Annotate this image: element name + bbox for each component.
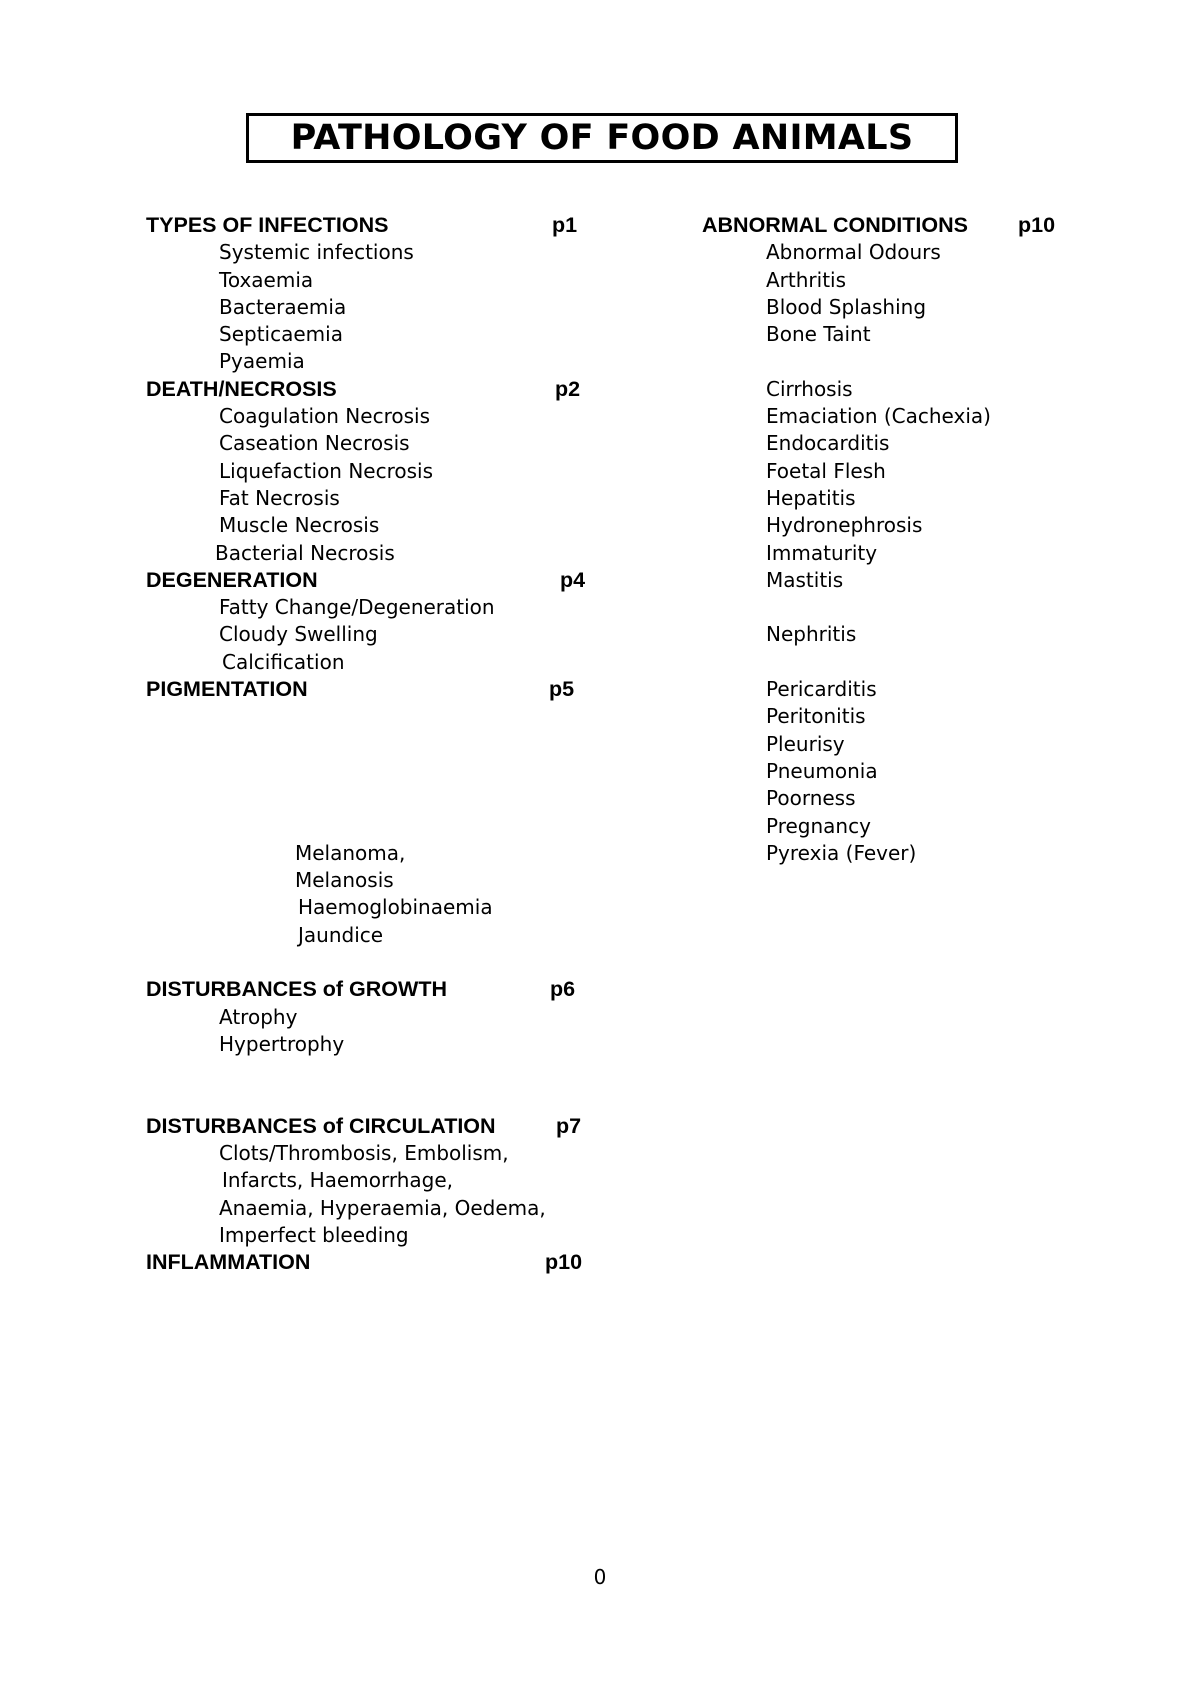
section-page-ref: p5 xyxy=(549,677,575,702)
list-item: Hypertrophy xyxy=(219,1031,345,1056)
spacer xyxy=(704,649,1124,676)
spacer xyxy=(704,348,1124,375)
section-heading-disturbances-growth xyxy=(146,976,606,1003)
list-item: Muscle Necrosis xyxy=(219,513,380,538)
section-title: ABNORMAL CONDITIONS xyxy=(702,213,968,237)
list-item: Blood Splashing xyxy=(766,294,927,319)
list-item: Melanosis xyxy=(295,868,394,893)
list-item: Pleurisy xyxy=(766,731,845,756)
list-item: Poorness xyxy=(766,786,856,811)
list-item: Peritonitis xyxy=(766,704,866,729)
list-item: Pneumonia xyxy=(766,758,878,783)
list-item: Pericarditis xyxy=(766,677,877,702)
section-title: DISTURBANCES of GROWTH xyxy=(146,977,447,1002)
list-item: Pregnancy xyxy=(766,813,871,838)
section-heading-degeneration xyxy=(146,567,606,594)
list-item: Pyaemia xyxy=(219,349,305,374)
list-item: Jaundice xyxy=(298,922,384,947)
document-title: PATHOLOGY OF FOOD ANIMALS xyxy=(290,117,914,158)
list-item: Atrophy xyxy=(219,1004,298,1029)
section-title: DISTURBANCES of CIRCULATION xyxy=(146,1113,496,1138)
list-item: Infarcts, Haemorrhage, xyxy=(222,1168,453,1193)
list-item: Liquefaction Necrosis xyxy=(219,458,434,483)
list-item: Bacteraemia xyxy=(219,294,347,319)
section-title: DEATH/NECROSIS xyxy=(146,376,337,401)
spacer xyxy=(146,1058,606,1085)
section-heading-abnormal-conditions xyxy=(702,212,1124,239)
section-page-ref: p10 xyxy=(1018,213,1056,237)
spacer xyxy=(704,594,1124,621)
section-heading-death-necrosis xyxy=(146,376,606,403)
section-page-ref: p2 xyxy=(555,376,581,401)
section-heading-pigmentation xyxy=(146,676,606,703)
section-page-ref: p7 xyxy=(556,1113,582,1138)
section-heading-inflammation xyxy=(146,1249,606,1276)
document-title-box xyxy=(246,113,958,163)
list-item: Immaturity xyxy=(766,540,878,565)
section-title: PIGMENTATION xyxy=(146,677,308,702)
list-item: Clots/Thrombosis, Embolism, xyxy=(219,1141,509,1166)
section-page-ref: p6 xyxy=(550,977,576,1002)
list-item: Hepatitis xyxy=(766,485,856,510)
list-item: Cirrhosis xyxy=(766,376,853,401)
list-item: Systemic infections xyxy=(219,240,414,265)
list-item: Nephritis xyxy=(766,622,857,647)
section-title: TYPES OF INFECTIONS xyxy=(146,213,389,237)
list-item: Pyrexia (Fever) xyxy=(766,840,917,865)
spacer xyxy=(146,785,606,812)
spacer xyxy=(146,731,606,758)
list-item: Anaemia, Hyperaemia, Oedema, xyxy=(219,1195,546,1220)
spacer xyxy=(146,703,606,730)
list-item: Bacterial Necrosis xyxy=(215,540,395,565)
spacer xyxy=(146,758,606,785)
spacer xyxy=(146,1086,606,1113)
page-number: 0 xyxy=(593,1565,607,1589)
contents-left-column xyxy=(146,212,606,1277)
section-page-ref: p1 xyxy=(552,213,578,237)
section-page-ref: p10 xyxy=(545,1250,583,1275)
list-item: Fatty Change/Degeneration xyxy=(219,595,495,620)
list-item: Melanoma, xyxy=(295,840,406,865)
spacer xyxy=(146,813,606,840)
list-item: Fat Necrosis xyxy=(219,485,340,510)
contents-right-column xyxy=(704,212,1124,867)
list-item: Cloudy Swelling xyxy=(219,622,378,647)
section-page-ref: p4 xyxy=(560,567,586,592)
section-heading-types-of-infections xyxy=(146,212,606,239)
list-item: Coagulation Necrosis xyxy=(219,404,430,429)
list-item: Toxaemia xyxy=(219,267,314,292)
spacer xyxy=(146,949,606,976)
list-item: Emaciation (Cachexia) xyxy=(766,404,991,429)
list-item: Abnormal Odours xyxy=(766,240,941,265)
list-item: Calcification xyxy=(222,649,345,674)
list-item: Haemoglobinaemia xyxy=(298,895,493,920)
list-item: Foetal Flesh xyxy=(766,458,886,483)
list-item: Arthritis xyxy=(766,267,847,292)
list-item: Mastitis xyxy=(766,567,844,592)
section-heading-disturbances-circulation xyxy=(146,1113,606,1140)
list-item: Imperfect bleeding xyxy=(219,1222,409,1247)
list-item: Caseation Necrosis xyxy=(219,431,410,456)
list-item: Hydronephrosis xyxy=(766,513,923,538)
list-item: Bone Taint xyxy=(766,322,871,347)
section-title: DEGENERATION xyxy=(146,567,318,592)
list-item: Endocarditis xyxy=(766,431,890,456)
section-title: INFLAMMATION xyxy=(146,1250,311,1275)
list-item: Septicaemia xyxy=(219,322,343,347)
